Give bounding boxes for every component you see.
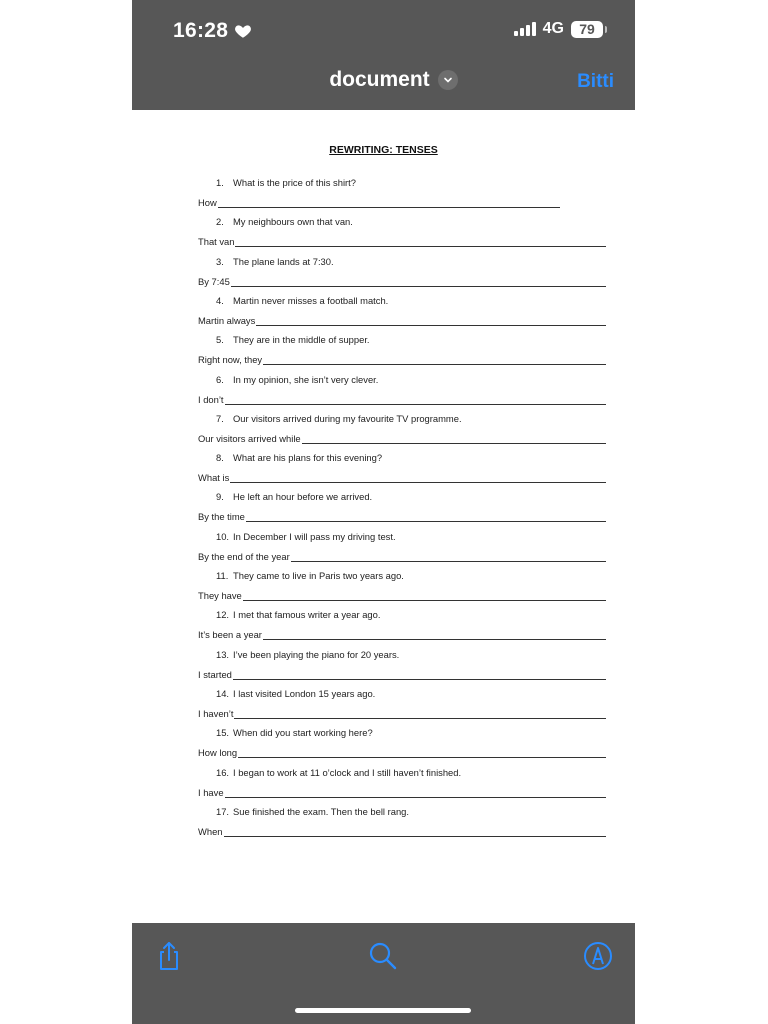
share-icon[interactable] [153,940,185,972]
exercise-question [216,806,409,817]
exercise-item [132,688,635,727]
answer-prefix: By the end of the year [198,550,290,562]
exercise-question-text: I began to work at 11 o’clock and I still haven’t finished. [233,766,462,778]
answer-blank [246,512,606,522]
exercise-item [132,806,635,845]
exercise-number: 7. [216,412,224,424]
document-title: document [329,68,430,91]
exercise-number: 10. [216,530,230,542]
exercise-item [132,531,635,570]
exercise-number: 4. [216,294,224,306]
exercise-number: 9. [216,491,224,503]
exercise-question-text: In December I will pass my driving test. [233,530,396,542]
exercise-question [216,491,372,502]
exercise-number: 6. [216,373,224,385]
exercise-question [216,256,334,267]
exercise-question [216,649,399,660]
done-button[interactable]: Bitti [577,71,614,92]
answer-line [198,510,606,522]
exercise-question-text: What are his plans for this evening? [233,452,383,464]
exercise-question [216,570,404,581]
worksheet-title: REWRITING: TENSES [329,144,438,156]
chevron-down-icon[interactable] [438,70,458,90]
network-type: 4G [542,20,564,37]
answer-prefix: I have [198,786,224,798]
answer-prefix: That van [198,236,235,248]
exercise-question-text: Our visitors arrived during my favourite TV programme. [233,412,462,424]
document-title-menu[interactable] [132,68,635,92]
exercise-question-text: I met that famous writer a year ago. [233,609,381,621]
answer-line [198,550,606,562]
answer-line [198,746,606,758]
exercise-question-text: I last visited London 15 years ago. [233,687,376,699]
answer-prefix: How long [198,747,238,759]
answer-prefix: What is [198,472,230,484]
answer-prefix: They have [198,590,242,601]
exercise-question-text: The plane lands at 7:30. [233,255,334,267]
exercise-question [216,216,353,227]
answer-prefix: By the time [198,511,245,523]
exercise-question-text: I’ve been playing the piano for 20 years. [233,648,400,660]
answer-blank [230,473,606,483]
answer-prefix: By 7:45 [198,275,230,287]
exercise-question-text: When did you start working here? [233,727,373,739]
answer-blank [235,237,606,247]
answer-line [198,196,560,208]
exercise-item [132,491,635,530]
exercise-item [132,570,635,609]
signal-icon [514,22,536,36]
answer-prefix: Martin always [198,314,256,326]
exercise-question-text: Sue finished the exam. Then the bell rang. [233,805,409,817]
top-bar [132,0,635,110]
exercise-question-text: They are in the middle of supper. [233,334,370,346]
answer-line [198,432,606,444]
answer-blank [238,748,606,758]
answer-blank [224,827,607,837]
answer-blank [233,670,606,680]
search-icon[interactable] [367,940,399,972]
answer-line [198,471,606,483]
exercise-item [132,295,635,334]
exercise-number: 14. [216,687,230,699]
heart-icon [234,22,252,40]
exercise-item [132,177,635,216]
status-indicators [514,20,603,38]
exercise-number: 3. [216,255,224,267]
exercise-item [132,216,635,255]
answer-prefix: When [198,825,223,837]
exercise-number: 16. [216,766,230,778]
exercise-question-text: Martin never misses a football match. [233,294,389,306]
exercise-question-text: In my opinion, she isn’t very clever. [233,373,379,385]
exercise-question-text: What is the price of this shirt? [233,177,356,188]
phone-screen [132,0,635,1024]
exercise-question [216,177,356,188]
exercise-item [132,609,635,648]
exercise-question [216,413,462,424]
answer-prefix: How [198,197,217,208]
answer-blank [234,709,606,719]
exercise-number: 13. [216,648,230,660]
exercise-question [216,609,380,620]
exercise-number: 2. [216,216,224,228]
exercise-item [132,256,635,295]
answer-line [198,235,606,247]
exercise-question-text: He left an hour before we arrived. [233,491,373,503]
home-indicator[interactable] [295,1008,471,1013]
answer-blank [225,395,606,405]
document-page[interactable] [132,110,635,923]
exercise-question [216,334,370,345]
answer-line [198,786,606,798]
answer-line [198,707,606,719]
exercise-number: 8. [216,452,224,464]
answer-line [198,393,606,405]
answer-blank [302,434,606,444]
answer-prefix: I don’t [198,393,224,405]
exercise-item [132,727,635,766]
exercise-number: 12. [216,609,230,621]
exercise-item [132,413,635,452]
exercise-number: 5. [216,334,224,346]
exercise-number: 1. [216,177,224,188]
exercise-item [132,452,635,491]
exercise-question [216,374,378,385]
status-time-text: 16:28 [173,19,229,42]
exercise-question [216,295,388,306]
exercise-question [216,531,396,542]
answer-line [198,275,606,287]
battery-icon: 79 [571,21,603,38]
answer-blank [218,198,560,208]
answer-blank [263,630,606,640]
answer-blank [256,316,606,326]
answer-blank [291,552,606,562]
answer-blank [231,277,606,287]
answer-line [198,353,606,365]
exercise-item [132,374,635,413]
answer-line [198,628,606,640]
exercise-number: 11. [216,570,229,581]
answer-line [198,668,606,680]
answer-line [198,825,606,837]
exercise-question [216,452,382,463]
exercise-question [216,688,375,699]
markup-icon[interactable] [582,940,614,972]
answer-blank [243,591,606,601]
status-time [173,19,252,43]
answer-prefix: I haven’t [198,707,234,719]
exercise-item [132,649,635,688]
answer-prefix: It’s been a year [198,629,262,641]
answer-blank [225,788,606,798]
answer-blank [263,355,606,365]
answer-prefix: I started [198,668,232,680]
exercise-item [132,767,635,806]
exercise-question [216,727,373,738]
answer-line [198,314,606,326]
exercise-question-text: They came to live in Paris two years ago. [233,570,404,581]
answer-prefix: Right now, they [198,354,263,366]
exercise-number: 17. [216,805,230,817]
answer-line [198,589,606,601]
answer-prefix: Our visitors arrived while [198,432,301,444]
exercise-question-text: My neighbours own that van. [233,216,353,228]
exercise-question [216,767,461,778]
exercise-item [132,334,635,373]
exercise-number: 15. [216,727,230,739]
